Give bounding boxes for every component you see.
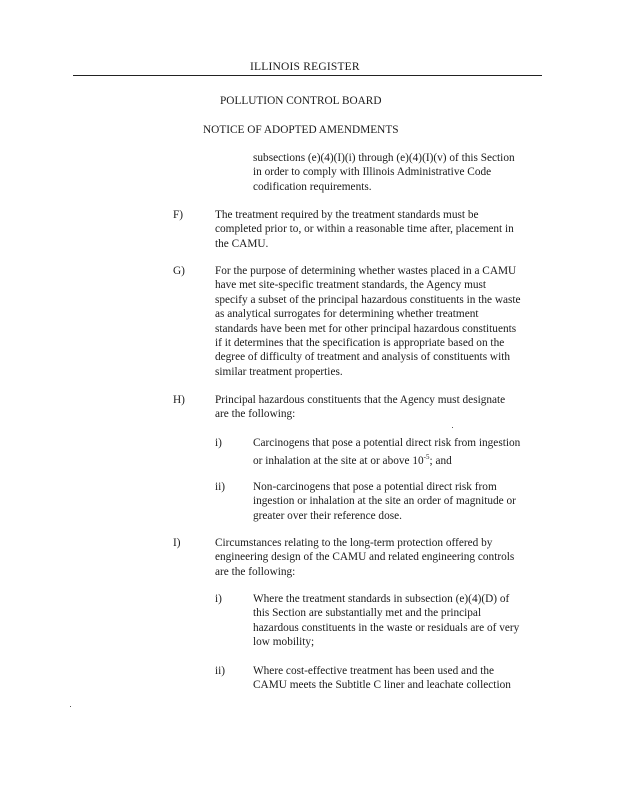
text-line: codification requirements. [253, 180, 372, 193]
text-line: Where the treatment standards in subsection (e)(4)(D) of [253, 593, 510, 605]
text-line: if it determines that the specification is appropriate based on the [215, 337, 505, 350]
section-label: i) [215, 593, 222, 605]
text-line: Where cost-effective treatment has been used and the [253, 665, 494, 677]
text-line: completed prior to, or within a reasonable time after, placement in [215, 223, 514, 236]
text-line: Principal hazardous constituents that the Agency must designate [215, 394, 506, 406]
text-line [253, 450, 520, 468]
section-label: H) [173, 394, 185, 406]
text-line: in order to comply with Illinois Administrative Code [253, 166, 492, 179]
section-label: G) [173, 265, 185, 277]
text-fragment: ; and [429, 455, 452, 468]
text-fragment: or inhalation at the site at or above 10 [253, 455, 424, 468]
exponent: -5 [423, 453, 430, 462]
text-line: are the following: [215, 408, 296, 421]
section-label: I) [173, 537, 181, 549]
text-line: CAMU meets the Subtitle C liner and leachate collection [253, 679, 511, 692]
header-rule [73, 75, 542, 76]
text-line: ingestion or inhalation at the site an order of magnitude or [253, 495, 516, 508]
text-line: similar treatment properties. [215, 365, 343, 378]
board-title: POLLUTION CONTROL BOARD [220, 95, 382, 107]
text-line: are the following: [215, 565, 296, 578]
text-line: greater over their reference dose. [253, 509, 402, 522]
text-line: Non-carcinogens that pose a potential direct risk from [253, 481, 497, 493]
section-label: F) [173, 209, 184, 221]
section-label: i) [215, 437, 222, 449]
text-line: this Section are substantially met and the principal [253, 607, 482, 620]
text-line: specify a subset of the principal hazardous constituents in the waste [215, 293, 521, 306]
section-label: ii) [215, 665, 226, 677]
text-line: standards have been met for other principal hazardous constituents [215, 322, 517, 335]
text-line: low mobility; [253, 636, 315, 649]
text-line: have met site-specific treatment standards, the Agency must [215, 279, 487, 292]
text-line: Circumstances relating to the long-term protection offered by [215, 537, 493, 549]
text-line: The treatment required by the treatment standards must be [215, 209, 479, 221]
scan-speck [452, 427, 453, 428]
text-line: hazardous constituents in the waste or residuals are of very [253, 621, 520, 634]
text-line: the CAMU. [215, 237, 269, 250]
text-line: For the purpose of determining whether wastes placed in a CAMU [215, 265, 517, 277]
scan-speck [70, 706, 71, 707]
text-line: as analytical surrogates for determining whether treatment [215, 308, 479, 321]
section-label: ii) [215, 481, 226, 493]
register-header: ILLINOIS REGISTER [250, 61, 360, 73]
text-line: degree of difficulty of treatment and analysis of constituents with [215, 351, 510, 364]
text-line: engineering design of the CAMU and related engineering controls [215, 551, 515, 564]
text-line: subsections (e)(4)(I)(i) through (e)(4)(I)(v) of this Section [253, 152, 515, 164]
notice-title: NOTICE OF ADOPTED AMENDMENTS [203, 124, 399, 136]
text-line: Carcinogens that pose a potential direct risk from ingestion [253, 437, 521, 449]
